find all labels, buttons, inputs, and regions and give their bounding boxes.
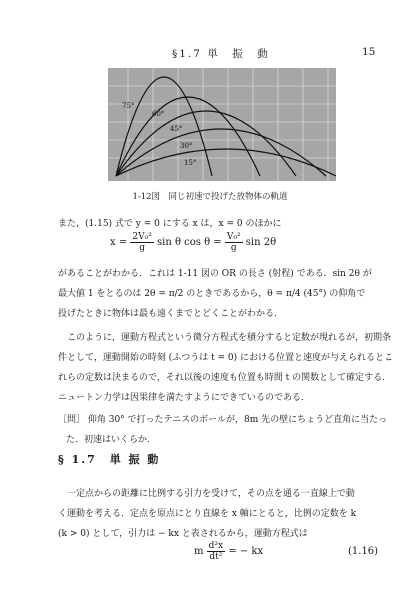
body-line-1: また，(1.15) 式で y = 0 にする x は，x = 0 のほかに: [58, 219, 282, 229]
paragraph-range-1: があることがわかる．これは 1-11 図の OR の長さ (射程) である．sin 2θ が: [58, 269, 372, 279]
paragraph-range-3: 投げたときに物体は最も遠くまでとどくことがわかる．: [58, 309, 284, 319]
angle-label-60: 60°: [152, 110, 165, 118]
running-header-section: §1.7 単 振 動: [172, 48, 270, 60]
trajectory-30: [116, 129, 326, 176]
figure-caption: 1-12図 同じ初速で投げた放物体の軌道: [132, 192, 288, 202]
eq-fraction-2: [225, 232, 243, 253]
paragraph-range-2: 最大値 1 をとるのは 2θ = π/2 のときであるから，θ = π/4 (45°) の仰角で: [58, 289, 366, 299]
trajectory-plot: [108, 68, 336, 181]
section-paragraph-2: く運動を考える．定点を原点にとり直線を x 軸にとると，比例の定数を k: [58, 509, 357, 519]
angle-label-45: 45°: [170, 125, 183, 133]
eq2-rhs: = − kx: [228, 546, 264, 557]
eq2-mass: m: [194, 546, 204, 557]
eq-frac2-num: V₀²: [226, 232, 241, 242]
paragraph-initial-1: このように，運動方程式という微分方程式を積分すると定数が現れるが，初期条: [58, 333, 392, 343]
section-heading: § 1.7 単 振 動: [58, 453, 161, 466]
trajectory-45: [116, 111, 296, 176]
figure-trajectories: [108, 68, 336, 181]
equation-range: [110, 232, 276, 253]
eq2-den: dt²: [209, 552, 223, 562]
equation-motion: [194, 541, 263, 562]
eq-fraction-1: [130, 232, 153, 253]
equation-number: (1.16): [348, 546, 379, 557]
question-line-1: ［問］ 仰角 30° で打ったテニスのボールが，8m 先の壁にちょうど直角に当たっ: [58, 415, 388, 425]
eq-frac1-num: 2V₀²: [132, 232, 152, 242]
paragraph-initial-4: ニュートン力学は因果律を満たすようにできているのである．: [58, 393, 311, 403]
eq-lhs: x =: [110, 237, 128, 248]
paragraph-initial-3: れらの定数は決まるので，それ以後の速度も位置も時間 t の関数として確定する．: [58, 373, 392, 383]
question-line-2: た．初速はいくらか．: [66, 435, 157, 445]
eq2-num: d²x: [208, 541, 224, 551]
paragraph-initial-2: 件として，運動開始の時刻 (ふつうは t = 0) における位置と速度が与えられるとこ: [58, 353, 394, 363]
eq-frac1-den: g: [139, 243, 145, 253]
trajectory-75: [116, 77, 212, 176]
angle-label-75: 75°: [122, 102, 135, 110]
section-paragraph-3: (k > 0) として，引力は − kx と表されるから，運動方程式は: [58, 529, 308, 539]
eq-mid: sin θ cos θ =: [157, 237, 222, 248]
page-number: 15: [362, 46, 376, 58]
eq-frac2-den: g: [230, 243, 237, 253]
eq2-fraction: [207, 541, 225, 562]
eq-rhs: sin 2θ: [245, 237, 277, 248]
angle-label-30: 30°: [180, 142, 193, 150]
section-paragraph-1: 一定点からの距離に比例する引力を受けて，その点を通る一直線上で動: [58, 489, 355, 499]
angle-label-15: 15°: [184, 159, 197, 167]
